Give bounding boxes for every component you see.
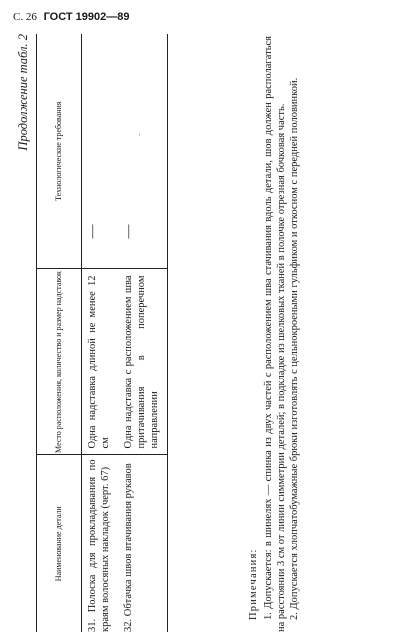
rotated-content xyxy=(12,32,394,632)
table-continuation-label: Продолжение табл. 2 xyxy=(16,34,30,151)
row-requirements: — xyxy=(118,34,168,269)
row-part-name: 31. Полоска для прокладывания по краям волосяных накладок (черт. 67) xyxy=(87,459,111,632)
row-part-name: 32. Обтачка швов втачивания рукавов xyxy=(118,455,168,632)
standard-designation: ГОСТ 19902—89 xyxy=(43,11,130,23)
note-item: 2. Допускается хлопчатобумажные брюки изготовлять с цельнокроеными гульфиком и откосном с передней половинкой. xyxy=(289,77,300,620)
row-requirements: — xyxy=(82,34,119,269)
requirements-table xyxy=(36,34,168,632)
stray-mark: · xyxy=(136,133,144,136)
table-row xyxy=(82,34,119,632)
page-header xyxy=(13,11,130,23)
notes-block xyxy=(247,36,301,632)
table-header-row xyxy=(37,34,82,632)
row-insert-location: Одна надставка с расположением шва притачивания в поперечном направлении xyxy=(118,269,168,455)
column-header-location: Место расположения, количество и размер надставок xyxy=(37,269,82,455)
page-number: С. 26 xyxy=(13,11,37,23)
row-insert-location: Одна надставка длиной не менее 12 см xyxy=(82,269,119,455)
note-item: 1. Допускается: в шинелях — спинка из двух частей с расположением шва стачивания вдоль детали, шов должен располагаться на расстоянии 3 см от линии симметрии деталей; в подкладке из шелковых тканей в полочке отрезная бочковая часть. xyxy=(263,36,287,632)
column-header-name: Наименование детали xyxy=(37,455,82,632)
column-header-requirements: Технологические требования xyxy=(37,34,82,269)
notes-heading: Примечания: xyxy=(248,548,259,620)
table-row xyxy=(118,34,168,632)
